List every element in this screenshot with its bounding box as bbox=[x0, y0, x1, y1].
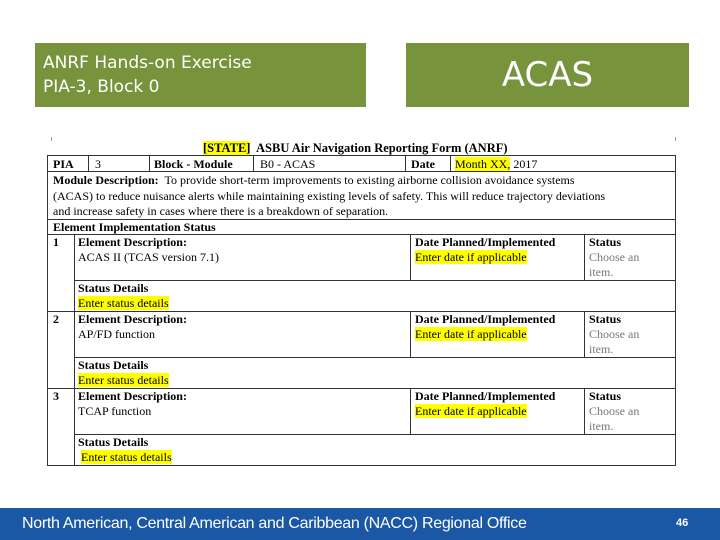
table-rule bbox=[74, 434, 676, 435]
status-details-label: Status Details bbox=[78, 435, 149, 449]
table-rule bbox=[74, 280, 676, 281]
status-label: Status bbox=[589, 312, 622, 326]
table-rule bbox=[74, 234, 75, 311]
date-planned-label: Date Planned/Implemented bbox=[415, 235, 556, 249]
module-desc-line3: and increase safety in cases where there is a breakdown of separation. bbox=[53, 204, 389, 218]
module-desc-line2: (ACAS) to reduce nuisance alerts while maintaining existing levels of safety. This will reduce trajectory deviations bbox=[53, 189, 606, 203]
element-desc-value: AP/FD function bbox=[78, 327, 156, 341]
status-dropdown-line2[interactable]: item. bbox=[589, 265, 614, 279]
status-dropdown-line1[interactable]: Choose an bbox=[589, 250, 640, 264]
status-dropdown-line2[interactable]: item. bbox=[589, 419, 614, 433]
element-desc-value: ACAS II (TCAS version 7.1) bbox=[78, 250, 219, 264]
table-rule bbox=[405, 155, 406, 171]
table-border bbox=[47, 155, 676, 156]
date-year: 2017 bbox=[513, 157, 538, 171]
status-dropdown-line1[interactable]: Choose an bbox=[589, 327, 640, 341]
status-details-label: Status Details bbox=[78, 358, 149, 372]
status-details-input[interactable]: Enter status details bbox=[78, 373, 169, 387]
module-desc-line1 bbox=[53, 173, 575, 187]
exercise-title-line2: PIA-3, Block 0 bbox=[43, 77, 160, 97]
date-planned-input[interactable]: Enter date if applicable bbox=[415, 250, 527, 264]
table-rule bbox=[253, 155, 254, 171]
status-details-input[interactable]: Enter status details bbox=[81, 450, 172, 464]
office-name: North American, Central American and Caribbean (NACC) Regional Office bbox=[22, 515, 527, 532]
table-rule bbox=[450, 155, 451, 171]
status-details-label: Status Details bbox=[78, 281, 149, 295]
block-label: Block - Module bbox=[154, 157, 233, 171]
form-title: ASBU Air Navigation Reporting Form (ANRF) bbox=[256, 141, 508, 155]
table-rule bbox=[74, 311, 75, 388]
state-tag: [STATE] bbox=[203, 141, 251, 155]
exercise-title-line1: ANRF Hands-on Exercise bbox=[43, 53, 252, 73]
element-desc-label: Element Description: bbox=[78, 235, 187, 249]
pia-value: 3 bbox=[95, 157, 101, 171]
date-value bbox=[455, 157, 537, 171]
table-rule bbox=[584, 311, 585, 357]
status-label: Status bbox=[589, 389, 622, 403]
date-planned-label: Date Planned/Implemented bbox=[415, 312, 556, 326]
table-rule bbox=[410, 388, 411, 434]
topic-title-box bbox=[406, 43, 689, 107]
table-rule bbox=[88, 155, 89, 171]
table-rule bbox=[584, 388, 585, 434]
element-number: 2 bbox=[53, 312, 59, 326]
module-desc-label: Module Description: bbox=[53, 173, 159, 187]
date-planned-label: Date Planned/Implemented bbox=[415, 389, 556, 403]
topic-title: ACAS bbox=[501, 55, 594, 95]
status-dropdown-line2[interactable]: item. bbox=[589, 342, 614, 356]
element-desc-value: TCAP function bbox=[78, 404, 152, 418]
date-month: Month XX, bbox=[455, 157, 511, 171]
element-desc-label: Element Description: bbox=[78, 389, 187, 403]
status-label: Status bbox=[589, 235, 622, 249]
date-planned-input[interactable]: Enter date if applicable bbox=[415, 404, 527, 418]
pia-label: PIA bbox=[53, 157, 74, 171]
exercise-title-box bbox=[35, 43, 366, 107]
table-rule bbox=[47, 171, 676, 172]
date-planned-input[interactable]: Enter date if applicable bbox=[415, 327, 527, 341]
table-rule bbox=[410, 311, 411, 357]
table-rule bbox=[149, 155, 150, 171]
table-rule bbox=[410, 234, 411, 280]
element-number: 3 bbox=[53, 389, 59, 403]
table-rule bbox=[74, 357, 676, 358]
table-rule bbox=[584, 234, 585, 280]
form-title-row bbox=[203, 141, 508, 155]
anrf-form bbox=[45, 138, 676, 466]
status-dropdown-line1[interactable]: Choose an bbox=[589, 404, 640, 418]
date-label: Date bbox=[411, 157, 435, 171]
element-desc-label: Element Description: bbox=[78, 312, 187, 326]
footer-bar bbox=[0, 508, 720, 540]
status-details-input[interactable]: Enter status details bbox=[78, 296, 169, 310]
corner-mark bbox=[670, 137, 676, 141]
corner-mark bbox=[51, 137, 57, 141]
table-rule bbox=[74, 388, 75, 465]
impl-status-label: Element Implementation Status bbox=[53, 220, 216, 234]
module-desc-text: To provide short-term improvements to existing airborne collision avoidance systems bbox=[164, 173, 575, 187]
element-number: 1 bbox=[53, 235, 59, 249]
page-number: 46 bbox=[676, 517, 689, 529]
table-border bbox=[47, 465, 676, 466]
block-value: B0 - ACAS bbox=[260, 157, 316, 171]
